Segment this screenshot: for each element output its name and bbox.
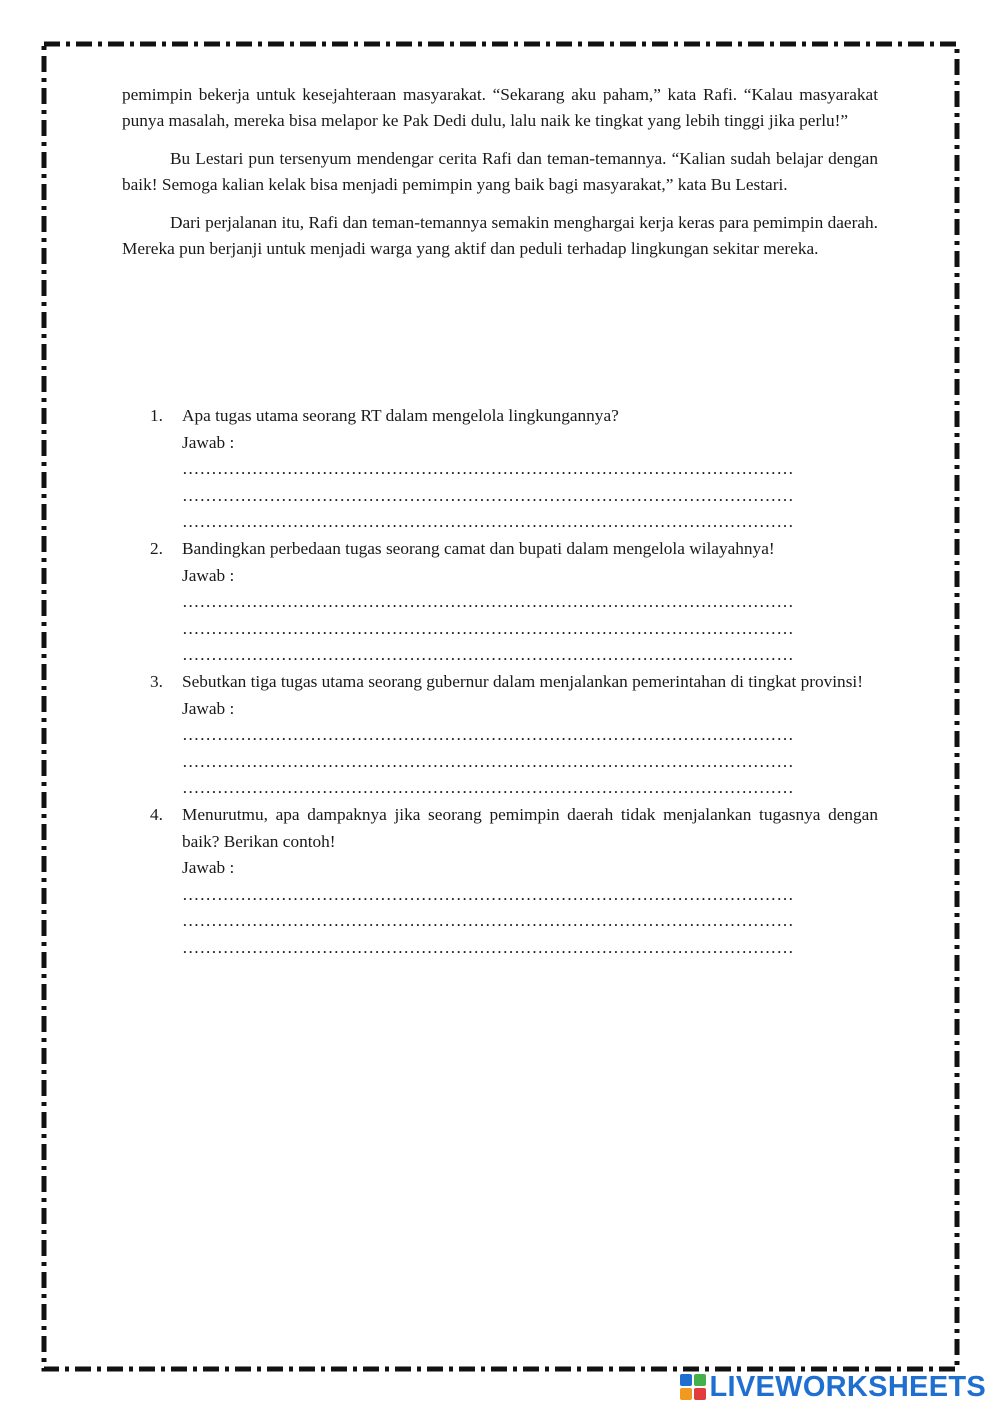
question-number: 2. xyxy=(150,538,163,558)
story-text xyxy=(122,82,878,273)
answer-line[interactable]: …………………………………………………………………………………………… xyxy=(182,512,794,532)
question-3 xyxy=(150,669,878,802)
question-4 xyxy=(150,802,878,962)
story-paragraph: pemimpin bekerja untuk kesejahteraan masyarakat. “Sekarang aku paham,” kata Rafi. “Kalau masyarakat punya masalah, mereka bisa melapor ke Pak Dedi dulu, lalu naik ke tingkat yang lebih tinggi jika perlu!” xyxy=(122,85,878,131)
answer-label: Jawab : xyxy=(182,698,235,718)
answer-line[interactable]: …………………………………………………………………………………………… xyxy=(182,485,794,505)
question-1 xyxy=(150,403,878,536)
answer-line[interactable]: …………………………………………………………………………………………… xyxy=(182,778,794,798)
answer-line[interactable]: …………………………………………………………………………………………… xyxy=(182,592,794,612)
question-text: Menurutmu, apa dampaknya jika seorang pemimpin daerah tidak menjalankan tugasnya dengan baik? Berikan contoh! xyxy=(182,804,878,851)
answer-line[interactable]: …………………………………………………………………………………………… xyxy=(182,645,794,665)
question-2 xyxy=(150,536,878,669)
question-number: 4. xyxy=(150,804,163,824)
answer-label: Jawab : xyxy=(182,858,235,878)
answer-line[interactable]: …………………………………………………………………………………………… xyxy=(182,911,794,931)
liveworksheets-logo[interactable] xyxy=(680,1369,987,1405)
question-text: Sebutkan tiga tugas utama seorang gubernur dalam menjalankan pemerintahan di tingkat provinsi! xyxy=(182,671,863,691)
answer-line[interactable]: …………………………………………………………………………………………… xyxy=(182,937,794,957)
story-paragraph: Bu Lestari pun tersenyum mendengar cerita Rafi dan teman-temannya. “Kalian sudah belajar dengan baik! Semoga kalian kelak bisa menjadi pemimpin yang baik bagi masyarakat,” kata Bu Lestari. xyxy=(122,148,878,195)
answer-line[interactable]: …………………………………………………………………………………………… xyxy=(182,884,794,904)
answer-label: Jawab : xyxy=(182,565,235,585)
answer-line[interactable]: …………………………………………………………………………………………… xyxy=(182,459,794,479)
liveworksheets-logo-icon xyxy=(680,1374,706,1400)
answer-line[interactable]: …………………………………………………………………………………………… xyxy=(182,751,794,771)
story-paragraph: Dari perjalanan itu, Rafi dan teman-temannya semakin menghargai kerja keras para pemimpin daerah. Mereka pun berjanji untuk menjadi warga yang aktif dan peduli terhadap lingkungan sekitar mereka. xyxy=(122,212,878,259)
question-list xyxy=(150,403,878,961)
question-text: Bandingkan perbedaan tugas seorang camat dan bupati dalam mengelola wilayahnya! xyxy=(182,538,775,558)
answer-line[interactable]: …………………………………………………………………………………………… xyxy=(182,725,794,745)
question-number: 3. xyxy=(150,671,163,691)
answer-line[interactable]: …………………………………………………………………………………………… xyxy=(182,618,794,638)
logo-text: LIVEWORKSHEETS xyxy=(709,1370,986,1403)
answer-label: Jawab : xyxy=(182,432,235,452)
question-text: Apa tugas utama seorang RT dalam mengelola lingkungannya? xyxy=(182,406,619,425)
question-number: 1. xyxy=(150,406,163,425)
